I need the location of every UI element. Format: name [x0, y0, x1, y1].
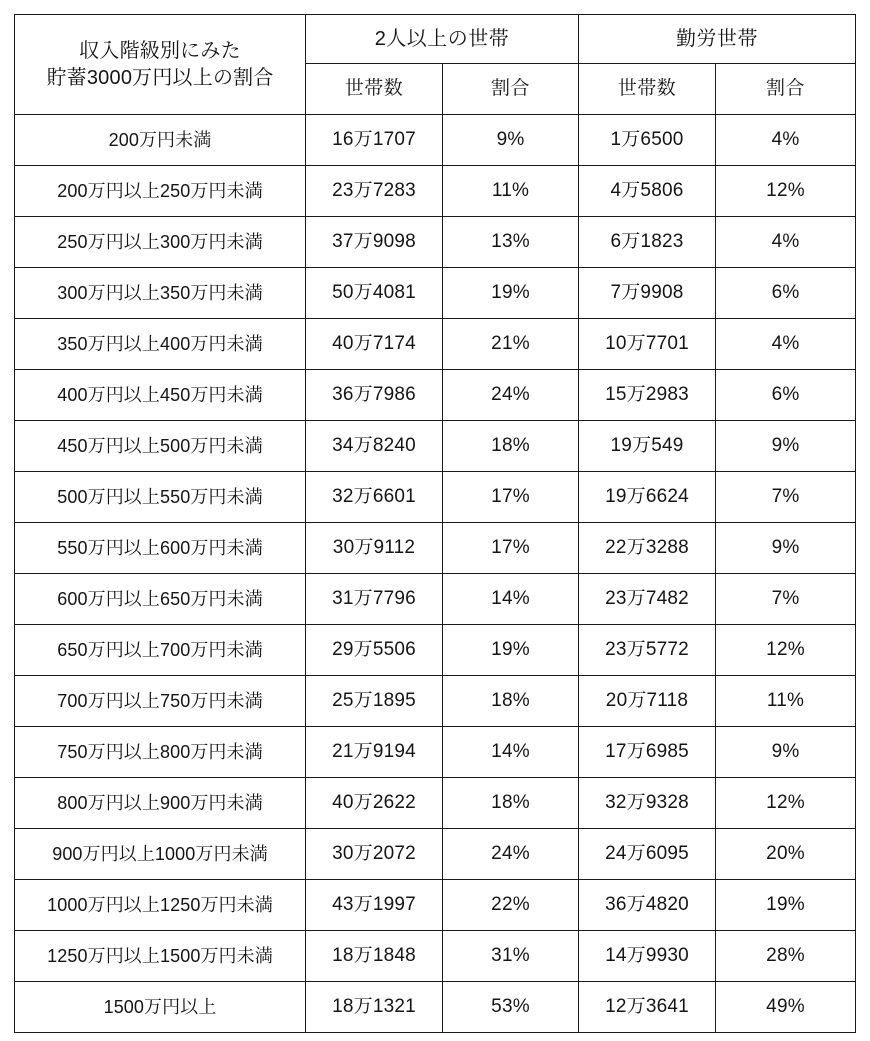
cell-share-working: 6%: [716, 370, 856, 421]
cell-share-two-or-more: 19%: [443, 625, 579, 676]
cell-share-working: 7%: [716, 574, 856, 625]
cell-share-working: 49%: [716, 982, 856, 1033]
table-row: [15, 778, 856, 829]
cell-households-working: 14万9930: [579, 931, 716, 982]
cell-households-working: 32万9328: [579, 778, 716, 829]
header-sub-households-a: 世帯数: [306, 64, 443, 115]
cell-share-working: 28%: [716, 931, 856, 982]
cell-share-two-or-more: 53%: [443, 982, 579, 1033]
cell-households-two-or-more: 29万5506: [306, 625, 443, 676]
cell-share-working: 6%: [716, 268, 856, 319]
header-group-two-or-more: 2人以上の世帯: [306, 15, 579, 64]
table-row: [15, 472, 856, 523]
cell-share-two-or-more: 17%: [443, 523, 579, 574]
table-row: [15, 166, 856, 217]
cell-share-two-or-more: 18%: [443, 778, 579, 829]
cell-share-two-or-more: 18%: [443, 421, 579, 472]
cell-share-two-or-more: 31%: [443, 931, 579, 982]
cell-income-class: 650万円以上700万円未満: [15, 625, 306, 676]
cell-income-class: 350万円以上400万円未満: [15, 319, 306, 370]
cell-households-two-or-more: 16万1707: [306, 115, 443, 166]
cell-share-working: 19%: [716, 880, 856, 931]
cell-income-class: 600万円以上650万円未満: [15, 574, 306, 625]
table-row: [15, 829, 856, 880]
cell-households-two-or-more: 50万4081: [306, 268, 443, 319]
table-row: [15, 421, 856, 472]
cell-households-working: 19万549: [579, 421, 716, 472]
header-class-line-1: 収入階級別にみた: [79, 39, 241, 62]
header-sub-share-a: 割合: [443, 64, 579, 115]
cell-share-two-or-more: 21%: [443, 319, 579, 370]
cell-households-working: 12万3641: [579, 982, 716, 1033]
table-row: [15, 523, 856, 574]
cell-households-two-or-more: 30万2072: [306, 829, 443, 880]
cell-income-class: 450万円以上500万円未満: [15, 421, 306, 472]
cell-households-two-or-more: 32万6601: [306, 472, 443, 523]
cell-share-two-or-more: 19%: [443, 268, 579, 319]
cell-households-working: 23万5772: [579, 625, 716, 676]
table-row: [15, 217, 856, 268]
header-class-column: [15, 15, 306, 115]
table-row: [15, 115, 856, 166]
cell-households-two-or-more: 18万1848: [306, 931, 443, 982]
cell-households-two-or-more: 36万7986: [306, 370, 443, 421]
cell-share-working: 9%: [716, 523, 856, 574]
table-row: [15, 880, 856, 931]
cell-income-class: 800万円以上900万円未満: [15, 778, 306, 829]
cell-share-two-or-more: 14%: [443, 727, 579, 778]
cell-households-two-or-more: 21万9194: [306, 727, 443, 778]
cell-households-working: 1万6500: [579, 115, 716, 166]
cell-households-working: 6万1823: [579, 217, 716, 268]
table-row: [15, 574, 856, 625]
cell-income-class: 200万円未満: [15, 115, 306, 166]
cell-share-working: 4%: [716, 217, 856, 268]
cell-households-working: 10万7701: [579, 319, 716, 370]
cell-households-working: 23万7482: [579, 574, 716, 625]
table-row: [15, 982, 856, 1033]
cell-share-working: 4%: [716, 115, 856, 166]
table-row: [15, 676, 856, 727]
header-group-working: 勤労世帯: [579, 15, 856, 64]
cell-income-class: 550万円以上600万円未満: [15, 523, 306, 574]
cell-income-class: 1000万円以上1250万円未満: [15, 880, 306, 931]
cell-households-working: 15万2983: [579, 370, 716, 421]
cell-share-two-or-more: 22%: [443, 880, 579, 931]
cell-income-class: 1500万円以上: [15, 982, 306, 1033]
cell-share-working: 9%: [716, 421, 856, 472]
cell-share-working: 4%: [716, 319, 856, 370]
cell-households-working: 7万9908: [579, 268, 716, 319]
cell-share-working: 11%: [716, 676, 856, 727]
cell-households-two-or-more: 43万1997: [306, 880, 443, 931]
cell-households-working: 19万6624: [579, 472, 716, 523]
cell-income-class: 500万円以上550万円未満: [15, 472, 306, 523]
cell-share-two-or-more: 13%: [443, 217, 579, 268]
cell-share-two-or-more: 24%: [443, 829, 579, 880]
table-row: [15, 727, 856, 778]
table-row: [15, 319, 856, 370]
cell-households-two-or-more: 23万7283: [306, 166, 443, 217]
cell-households-working: 22万3288: [579, 523, 716, 574]
cell-share-working: 7%: [716, 472, 856, 523]
cell-households-two-or-more: 37万9098: [306, 217, 443, 268]
cell-income-class: 250万円以上300万円未満: [15, 217, 306, 268]
cell-households-two-or-more: 34万8240: [306, 421, 443, 472]
cell-households-working: 20万7118: [579, 676, 716, 727]
cell-share-working: 9%: [716, 727, 856, 778]
cell-households-working: 36万4820: [579, 880, 716, 931]
cell-share-two-or-more: 14%: [443, 574, 579, 625]
cell-income-class: 750万円以上800万円未満: [15, 727, 306, 778]
cell-income-class: 700万円以上750万円未満: [15, 676, 306, 727]
cell-income-class: 900万円以上1000万円未満: [15, 829, 306, 880]
cell-share-working: 12%: [716, 625, 856, 676]
table-row: [15, 931, 856, 982]
cell-share-two-or-more: 11%: [443, 166, 579, 217]
cell-share-two-or-more: 17%: [443, 472, 579, 523]
table-row: [15, 370, 856, 421]
cell-share-working: 20%: [716, 829, 856, 880]
cell-share-two-or-more: 9%: [443, 115, 579, 166]
cell-income-class: 1250万円以上1500万円未満: [15, 931, 306, 982]
cell-share-working: 12%: [716, 166, 856, 217]
header-sub-share-b: 割合: [716, 64, 856, 115]
cell-households-working: 17万6985: [579, 727, 716, 778]
cell-households-two-or-more: 30万9112: [306, 523, 443, 574]
cell-households-two-or-more: 40万2622: [306, 778, 443, 829]
cell-income-class: 300万円以上350万円未満: [15, 268, 306, 319]
cell-income-class: 200万円以上250万円未満: [15, 166, 306, 217]
table-row: [15, 625, 856, 676]
cell-income-class: 400万円以上450万円未満: [15, 370, 306, 421]
table-body: [15, 115, 856, 1033]
header-row-groups: [15, 15, 856, 64]
cell-households-two-or-more: 40万7174: [306, 319, 443, 370]
cell-households-two-or-more: 25万1895: [306, 676, 443, 727]
cell-share-working: 12%: [716, 778, 856, 829]
table-header: [15, 15, 856, 115]
cell-share-two-or-more: 24%: [443, 370, 579, 421]
cell-households-working: 24万6095: [579, 829, 716, 880]
header-sub-households-b: 世帯数: [579, 64, 716, 115]
cell-households-working: 4万5806: [579, 166, 716, 217]
savings-by-income-table: [14, 14, 856, 1033]
cell-share-two-or-more: 18%: [443, 676, 579, 727]
header-class-line-2: 貯蓄3000万円以上の割合: [46, 66, 274, 89]
table-row: [15, 268, 856, 319]
cell-households-two-or-more: 18万1321: [306, 982, 443, 1033]
cell-households-two-or-more: 31万7796: [306, 574, 443, 625]
